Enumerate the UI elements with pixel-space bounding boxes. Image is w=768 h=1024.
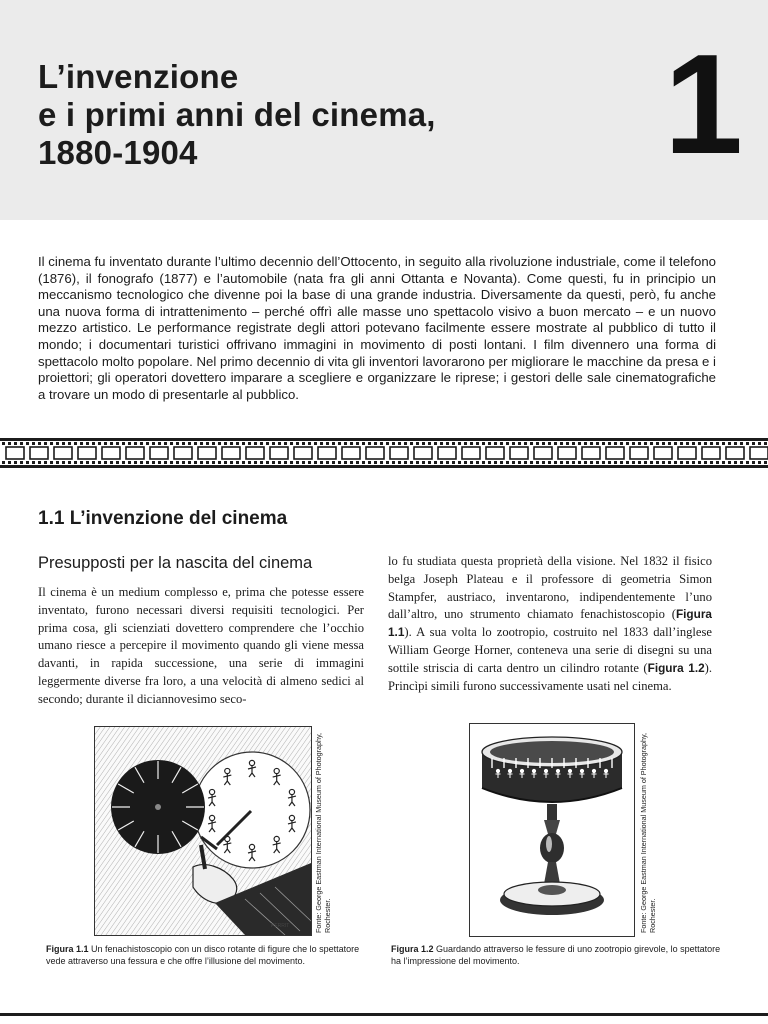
body-text-part-1: lo fu studiata questa proprietà della visione. Nel 1832 il fisico belga Joseph Plateau e il professore di geometria Simon Stampfer, austriaco, inventarono, indipendentemente l’uno dall’altro, uno strumento chiamato fenachistoscopio ( <box>388 554 712 622</box>
body-text-part-3: ). Princìpi simili furono successivamente usati nel cinema. <box>388 660 713 693</box>
body-text-part-2: ). A sua volta lo zootropio, costruito nel 1833 dall’inglese William George Horner, conteneva una serie di disegni su una sottile striscia di carta dentro un cilindro rotante ( <box>388 625 712 675</box>
figure-1-2-caption-text: Guardando attraverso le fessure di uno zootropio girevole, lo spettatore ha l’impressione del movimento. <box>391 944 721 966</box>
chapter-number: 1 <box>664 25 743 184</box>
figure-1-1-credit-line-1: Fonte: George Eastman International Museum of Photography, <box>314 732 323 933</box>
figure-1-2-caption-label: Figura 1.2 <box>391 944 434 954</box>
figure-1-1-credit-line-2: Rochester. <box>322 898 332 933</box>
figure-1-1-credit <box>315 733 332 933</box>
film-strip-divider <box>0 437 768 469</box>
chapter-title <box>38 58 436 172</box>
body-column-left: Il cinema è un medium complesso e, prima che potesse essere inventato, furono necessari diversi requisiti tecnologici. Per prima cosa, gli scienziati dovettero comprendere che l’occhio umano riesce a percepire il movimento quando gli viene messa davanti, in rapida successione, una serie di immagini leggermente diverse fra loro, a una velocità di almeno sedici al secondo; durante il diciannovesimo seco- <box>38 585 364 706</box>
phenakistoscope-illustration <box>95 727 311 935</box>
figure-1-2-credit-line-2: Rochester. <box>647 898 657 933</box>
figure-1-1-caption-label: Figura 1.1 <box>46 944 89 954</box>
chapter-title-line-2: e i primi anni del cinema, <box>38 96 436 133</box>
figure-1-2-credit-line-1: Fonte: George Eastman International Museum of Photography, <box>639 732 648 933</box>
engraver-signature: PERRIT <box>271 923 290 929</box>
section-heading: 1.1 L’invenzione del cinema <box>38 508 288 529</box>
zoetrope-illustration <box>470 724 634 936</box>
figure-1-1-caption-text: Un fenachistoscopio con un disco rotante di figure che lo spettatore vede attraverso una fessura e che offre l’illusione del movimento. <box>46 944 360 966</box>
figure-1-1-image <box>94 726 312 936</box>
chapter-title-line-3: 1880-1904 <box>38 134 198 171</box>
figure-1-2-image <box>469 723 635 937</box>
figure-1-2-caption <box>391 943 721 967</box>
intro-paragraph: Il cinema fu inventato durante l’ultimo decennio dell’Ottocento, in seguito alla rivoluzione industriale, come il telefono (1876), il fonografo (1877) e l’automobile (nata fra gli anni Ottanta e Novanta). Come questi, fu in principio un meccanismo tecnologico che divenne poi la base di una grande industria. Diversamente da questi, però, fu anche una nuova forma di intrattenimento – perché offrì alle masse uno spettacolo visivo a buon mercato – e un nuovo mezzo artistico. Le performance registrate degli attori potevano facilmente essere mostrate al pubblico di tutto il mondo; i documentari turistici offrivano immagini in movimento di posti lontani. I film divennero una forma di spettacolo molto popolare. Nel primo decennio di vita gli inventori lavorarono per migliorare le macchine da presa e i proiettori; gli operatori dovettero imparare a scegliere e organizzare le riprese; i gestori delle sale cinematografiche a trovare un modo di presentarle al pubblico. <box>38 254 716 402</box>
figure-1-2-reference: Figura 1.2 <box>647 660 705 675</box>
body-column-right <box>388 553 712 695</box>
bottom-rule <box>0 1013 768 1016</box>
figure-1-1-caption <box>46 943 368 967</box>
subsection-heading: Presupposti per la nascita del cinema <box>38 554 313 572</box>
figure-1-1-reference: Figura 1.1 <box>388 607 712 640</box>
chapter-title-line-1: L’invenzione <box>38 58 239 95</box>
figure-1-2-credit <box>640 733 657 933</box>
